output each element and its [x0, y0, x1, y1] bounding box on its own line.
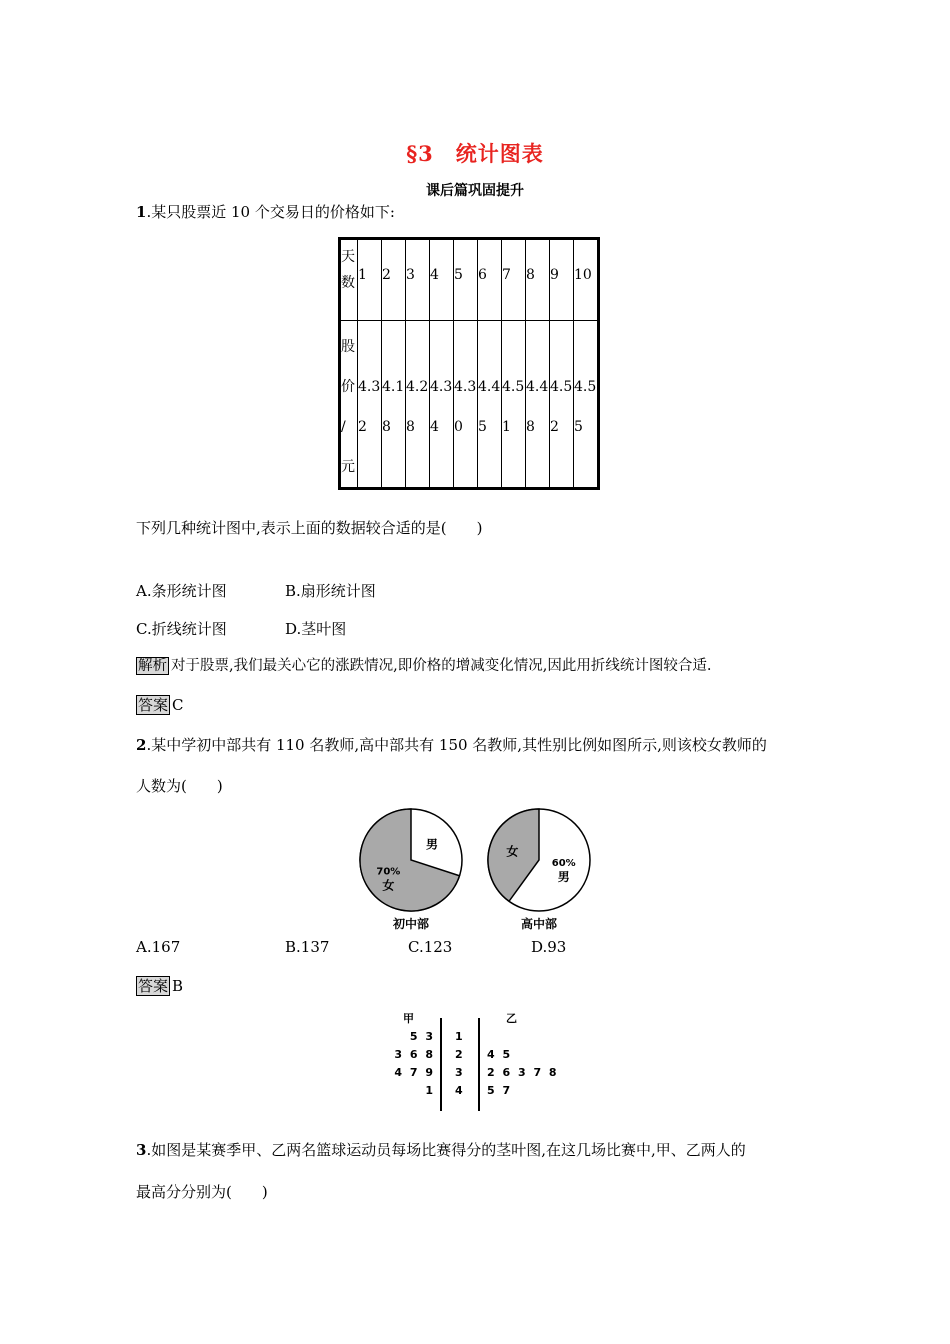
- day-cell: 8: [526, 239, 550, 321]
- page-subtitle: 课后篇巩固提升: [426, 183, 524, 199]
- pie-slice-label: 女: [382, 878, 395, 893]
- day-cell: 3: [406, 239, 430, 321]
- answer-value: B: [172, 977, 184, 995]
- q2-number: 2: [136, 736, 147, 754]
- stem-value: 4: [455, 1084, 463, 1097]
- stem-leaf-plot: [380, 1008, 580, 1113]
- answer-tag: 答案: [138, 977, 169, 995]
- day-cell: 10: [574, 239, 599, 321]
- price-cell: 4.5 1: [502, 321, 526, 489]
- leaf-left: 3 6 8: [394, 1048, 433, 1061]
- q2-option-a[interactable]: A.167: [136, 938, 181, 956]
- pie-chart-junior: [360, 809, 462, 911]
- leaf-right: 5 7: [487, 1084, 511, 1097]
- price-cell: 4.4 5: [478, 321, 502, 489]
- q2-text-1: .某中学初中部共有 110 名教师,高中部共有 150 名教师,其性别比例如图所示,则该校女教师的: [146, 736, 767, 754]
- price-cell: 4.4 8: [526, 321, 550, 489]
- q3-stem-line2: 最高分分别为( ): [136, 1183, 268, 1201]
- table-row-days: [340, 239, 599, 321]
- q3-stem-line1: [136, 1140, 746, 1160]
- header-yi: 乙: [506, 1012, 517, 1025]
- day-cell: 5: [454, 239, 478, 321]
- stem-value: 3: [455, 1066, 463, 1079]
- q2-answer: [136, 976, 183, 996]
- price-cell: 4.3 4: [430, 321, 454, 489]
- q3-number: 3: [136, 1141, 147, 1159]
- row-header-days: 天 数: [340, 239, 358, 321]
- day-cell: 7: [502, 239, 526, 321]
- stem-value: 1: [455, 1030, 463, 1043]
- pie-title-senior: 高中部: [520, 917, 558, 931]
- analysis-tag: 解析: [138, 658, 167, 674]
- analysis-text: 对于股票,我们最关心它的涨跌情况,即价格的增减变化情况,因此用折线统计图较合适.: [171, 658, 712, 674]
- divider-right: [478, 1018, 480, 1111]
- leaf-left: 4 7 9: [394, 1066, 433, 1079]
- q1-option-d[interactable]: D.茎叶图: [285, 620, 347, 638]
- q1-text: .某只股票近 10 个交易日的价格如下:: [146, 203, 395, 221]
- q1-option-a[interactable]: A.条形统计图: [136, 582, 227, 600]
- price-cell: 4.5 5: [574, 321, 599, 489]
- q3-text-1: .如图是某赛季甲、乙两名篮球运动员每场比赛得分的茎叶图,在这几场比赛中,甲、乙两人的: [146, 1141, 746, 1159]
- page-title: §3 统计图表: [406, 141, 544, 166]
- gender-pie-charts: [350, 802, 600, 937]
- price-cell: 4.2 8: [406, 321, 430, 489]
- price-cell: 4.1 8: [382, 321, 406, 489]
- q1-question: 下列几种统计图中,表示上面的数据较合适的是( ): [136, 519, 483, 537]
- q2-stem-line2: 人数为( ): [136, 777, 223, 795]
- day-cell: 6: [478, 239, 502, 321]
- q1-stem: [136, 202, 395, 222]
- stem-value: 2: [455, 1048, 463, 1061]
- divider-left: [440, 1018, 442, 1111]
- q2-option-d[interactable]: D.93: [531, 938, 567, 956]
- leaf-left: 1: [425, 1084, 433, 1097]
- pie-title-junior: 初中部: [392, 917, 430, 931]
- pie-value-label: 70%: [376, 866, 401, 878]
- price-cell: 4.3 0: [454, 321, 478, 489]
- day-cell: 1: [358, 239, 382, 321]
- q2-option-c[interactable]: C.123: [408, 938, 453, 956]
- header-jia: 甲: [403, 1012, 414, 1025]
- pie-slice-label: 男: [557, 870, 570, 885]
- leaf-right: 4 5: [487, 1048, 511, 1061]
- pie-value-label: 60%: [551, 858, 576, 870]
- q1-analysis: [136, 656, 711, 676]
- q2-stem-line1: [136, 735, 767, 755]
- pie-slice-label: 女: [506, 844, 519, 859]
- q1-option-c[interactable]: C.折线统计图: [136, 620, 227, 638]
- answer-value: C: [172, 696, 184, 714]
- leaf-right: 2 6 3 7 8: [487, 1066, 557, 1079]
- q1-answer: [136, 695, 184, 715]
- table-row-prices: [340, 321, 599, 489]
- q2-option-b[interactable]: B.137: [285, 938, 330, 956]
- price-cell: 4.5 2: [550, 321, 574, 489]
- day-cell: 9: [550, 239, 574, 321]
- day-cell: 4: [430, 239, 454, 321]
- price-cell: 4.3 2: [358, 321, 382, 489]
- stock-price-table: [338, 237, 600, 490]
- leaf-left: 5 3: [409, 1030, 433, 1043]
- answer-tag: 答案: [138, 696, 169, 714]
- q1-option-b[interactable]: B.扇形统计图: [285, 582, 376, 600]
- day-cell: 2: [382, 239, 406, 321]
- row-header-price: 股 价 / 元: [340, 321, 358, 489]
- pie-chart-senior: [488, 809, 590, 911]
- pie-slice-label: 男: [426, 837, 439, 852]
- q1-number: 1: [136, 203, 147, 221]
